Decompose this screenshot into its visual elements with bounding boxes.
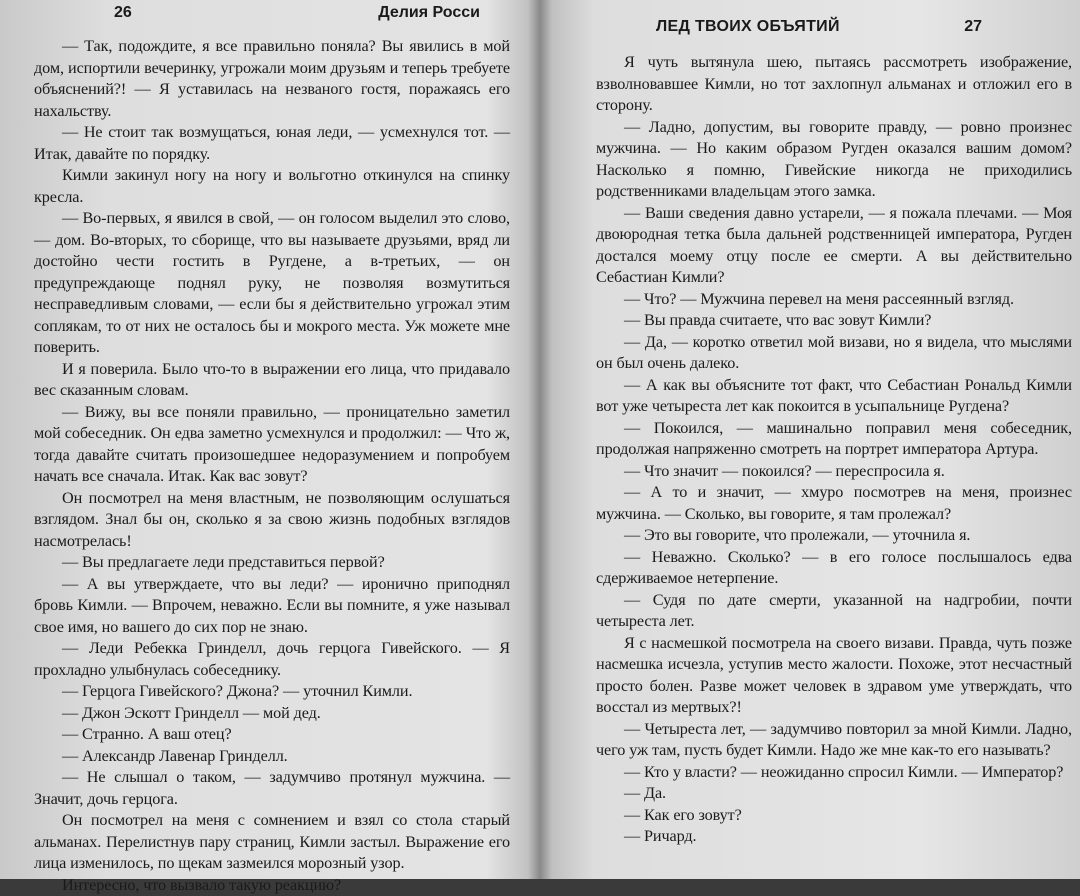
paragraph: — Герцога Гивейского? Джона? — уточнил Кимли. [34,681,510,703]
paragraph: Он посмотрел на меня властным, не позволяющим ослушаться взглядом. Знал бы он, сколько я за свою жизнь подобных взглядов насмотрелась! [34,488,510,553]
paragraph: — А вы утверждаете, что вы леди? — иронично приподнял бровь Кимли. — Впрочем, неважно. Если вы помните, я уже называл свое имя, но вашего до сих пор не знаю. [34,574,510,639]
left-page-body [34,36,510,896]
right-page-number: 27 [964,18,982,36]
paragraph: — Что? — Мужчина перевел на меня рассеянный взгляд. [596,289,1072,311]
left-page-header [34,4,510,28]
paragraph: Он посмотрел на меня с сомнением и взял со стола старый альманах. Перелистнув пару страниц, Кимли застыл. Выражение его лица изменилось, по щекам зазмеился морозный узор. [34,810,510,875]
paragraph: — Вы правда считаете, что вас зовут Кимли? [596,310,1072,332]
paragraph: — Ричард. [596,826,1072,848]
left-page-number: 26 [114,4,132,22]
paragraph: — Странно. А ваш отец? [34,724,510,746]
paragraph: — Четыреста лет, — задумчиво повторил за мной Кимли. Ладно, чего уж там, пусть будет Кимли. Надо же мне как-то его называть? [596,719,1072,762]
paragraph: — Вижу, вы все поняли правильно, — проницательно заметил мой собеседник. Он едва заметно усмехнулся и продолжил: — Что ж, тогда давайте считать произошедшее недоразумением и попробуем начать все сначала. Итак. Как вас зовут? [34,402,510,488]
paragraph: Я с насмешкой посмотрела на своего визави. Правда, чуть позже насмешка исчезла, уступив место жалости. Похоже, этот несчастный просто болен. Разве может человек в здравом уме утверждать, что восстал из мертвых?! [596,633,1072,719]
paragraph: — Ваши сведения давно устарели, — я пожала плечами. — Моя двоюродная тетка была дальней родственницей императора, Ругден достался моему отцу после ее смерти. А вы действительно Себастиан Кимли? [596,203,1072,289]
left-page [0,0,540,879]
paragraph: — Не стоит так возмущаться, юная леди, — усмехнулся тот. — Итак, давайте по порядку. [34,122,510,165]
paragraph: Интересно, что вызвало такую реакцию? [34,875,510,896]
paragraph: — Александр Лавенар Гринделл. [34,746,510,768]
right-page [540,0,1080,879]
paragraph: — Это вы говорите, что пролежали, — уточнила я. [596,525,1072,547]
paragraph: — Судя по дате смерти, указанной на надгробии, почти четыреста лет. [596,590,1072,633]
right-page-body [596,52,1072,848]
paragraph: — Леди Ребекка Гринделл, дочь герцога Гивейского. — Я прохладно улыбнулась собеседнику. [34,638,510,681]
paragraph: — Во-первых, я явился в свой, — он голосом выделил это слово, — дом. Во-вторых, то сборище, что вы называете друзьями, вряд ли достойно чести гостить в Ругдене, а в-третьих, — он предупреждающе поднял руку, не позволяя возмутиться несправедливым словами, — если бы я действительно угрожал этим соплякам, то от них не осталось бы и мокрого места. Уж можете мне поверить. [34,208,510,359]
paragraph: — Ладно, допустим, вы говорите правду, — ровно произнес мужчина. — Но каким образом Ругден оказался вашим домом? Насколько я помню, Гивейские никогда не приходились родственниками владельцам этого замка. [596,117,1072,203]
left-running-head: Делия Росси [378,4,480,22]
paragraph: — А как вы объясните тот факт, что Себастиан Рональд Кимли вот уже четыреста лет как покоится в усыпальнице Ругдена? [596,375,1072,418]
paragraph: — Да. [596,783,1072,805]
paragraph: — Что значит — покоился? — переспросила я. [596,461,1072,483]
paragraph: — А то и значит, — хмуро посмотрев на меня, произнес мужчина. — Сколько, вы говорите, я там пролежал? [596,482,1072,525]
paragraph: Кимли закинул ногу на ногу и вольготно откинулся на спинку кресла. [34,165,510,208]
paragraph: — Да, — коротко ответил мой визави, но я видела, что мыслями он был очень далеко. [596,332,1072,375]
paragraph: Я чуть вытянула шею, пытаясь рассмотреть изображение, взволновавшее Кимли, но тот захлопнул альманах и отложил его в сторону. [596,52,1072,117]
paragraph: И я поверила. Было что-то в выражении его лица, что придавало вес сказанным словам. [34,359,510,402]
paragraph: — Кто у власти? — неожиданно спросил Кимли. — Император? [596,762,1072,784]
paragraph: — Как его зовут? [596,805,1072,827]
paragraph: — Джон Эскотт Гринделл — мой дед. [34,703,510,725]
paragraph: — Покоился, — машинально поправил меня собеседник, продолжая напряженно смотреть на портрет императора Артура. [596,418,1072,461]
right-running-head: ЛЕД ТВОИХ ОБЪЯТИЙ [656,18,840,36]
paragraph: — Неважно. Сколько? — в его голосе послышалось едва сдерживаемое нетерпение. [596,547,1072,590]
paragraph: — Не слышал о таком, — задумчиво протянул мужчина. — Значит, дочь герцога. [34,767,510,810]
paragraph: — Вы предлагаете леди представиться первой? [34,552,510,574]
paragraph: — Так, подождите, я все правильно поняла? Вы явились в мой дом, испортили вечеринку, угрожали моим друзьям и теперь требуете объяснений?! — Я уставилась на незваного гостя, поражаясь его нахальству. [34,36,510,122]
right-page-header [596,18,1072,42]
